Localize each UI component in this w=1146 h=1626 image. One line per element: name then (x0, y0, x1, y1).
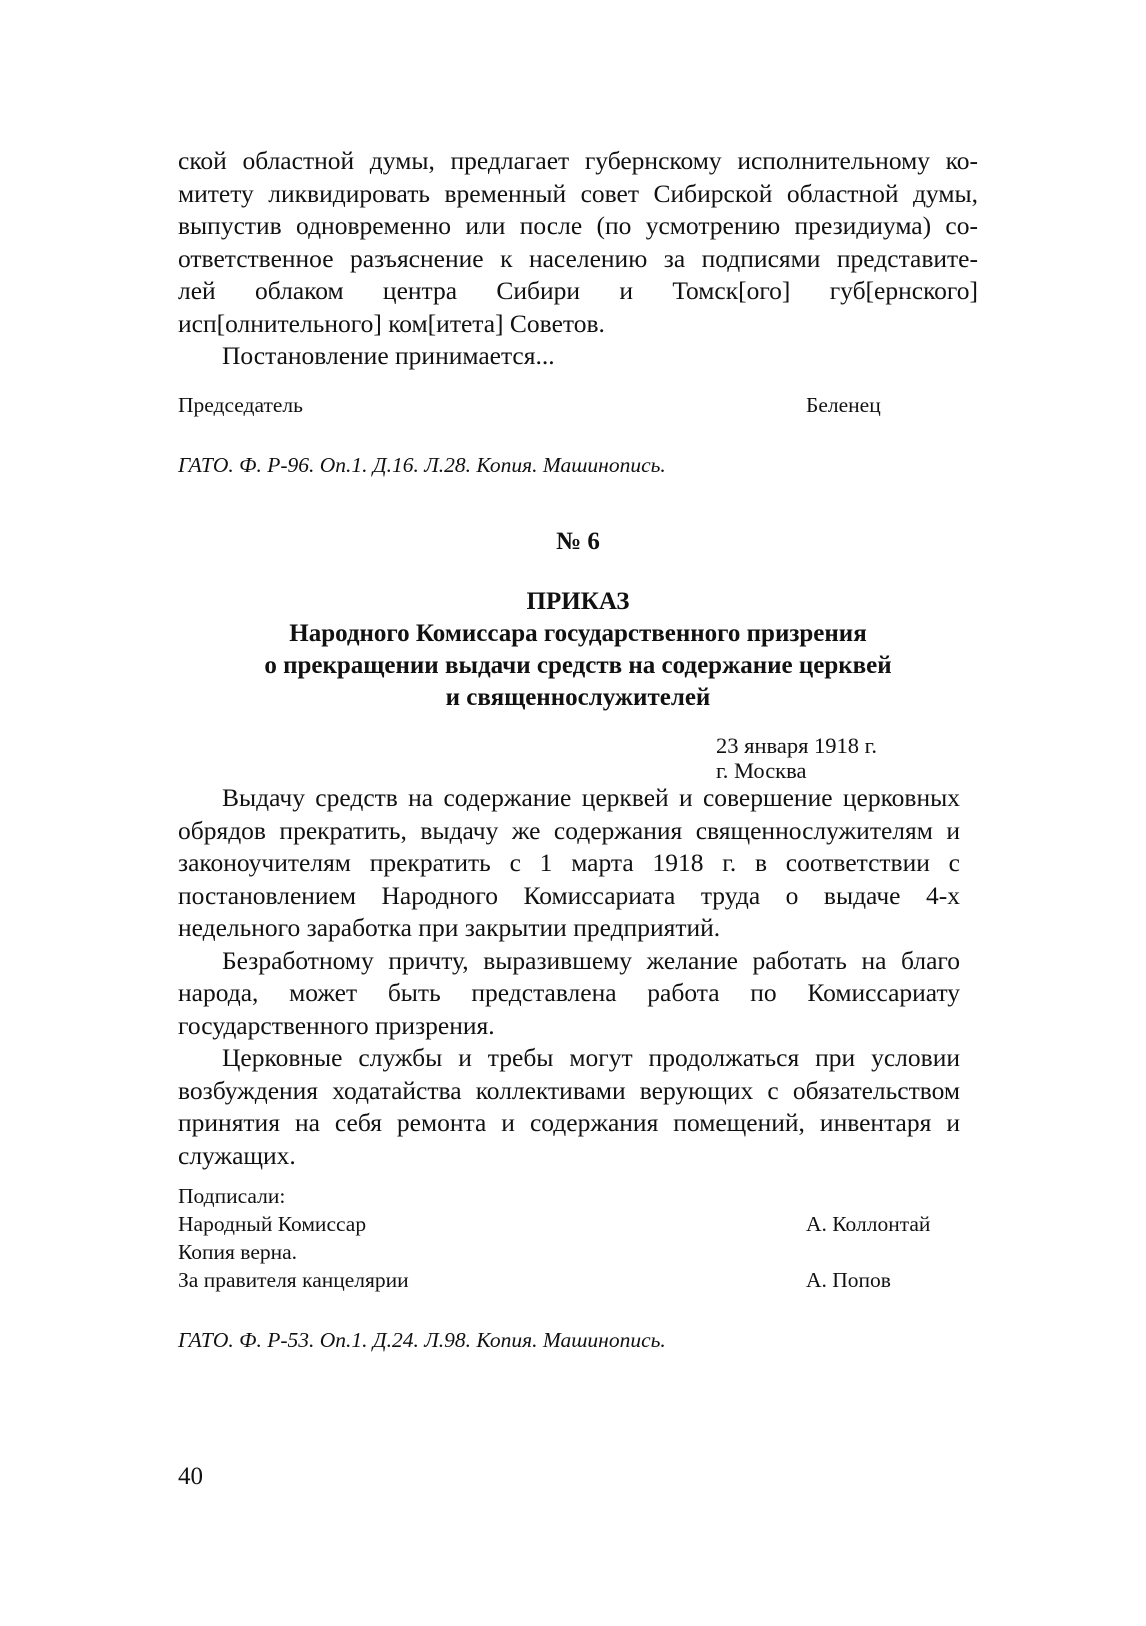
continuation-line: лей облаком центра Сибири и Томск[ого] губ[ернского] (178, 276, 978, 305)
document-title-line: Народного Комиссара государственного призрения (289, 620, 867, 647)
commissar-title: Народный Комиссар (178, 1212, 367, 1236)
signed-label: Подписали: (178, 1184, 286, 1208)
continuation-line: выпустив одновременно или после (по усмотрению президиума) со- (178, 211, 978, 240)
order-paragraph: Безработному причту, выразившему желание работать на благо народа, может быть представлена работа по Комиссариату государственного призрения. (178, 945, 960, 1040)
page-number: 40 (178, 1463, 203, 1490)
order-paragraph: Церковные службы и требы могут продолжаться при условии возбуждения ходатайства коллективами верующих с обязательством принятия на себя ремонта и содержания помещений, инвентаря и служащих. (178, 1043, 960, 1170)
continuation-line: ответственное разъяснение к населению за подписями представите- (178, 243, 978, 273)
document-title-line: и священнослужителей (445, 684, 711, 711)
document-number: № 6 (556, 528, 600, 555)
document-type: ПРИКАЗ (526, 588, 630, 615)
document-title-line: о прекращении выдачи средств на содержание церквей (264, 652, 892, 679)
archive-source: ГАТО. Ф. Р-53. Оп.1. Д.24. Л.98. Копия. Машинопись. (178, 1328, 666, 1352)
archive-source: ГАТО. Ф. Р-96. Оп.1. Д.16. Л.28. Копия. Машинопись. (178, 453, 666, 477)
date-place-block (716, 733, 877, 783)
continuation-line: исп[олнительного] ком[итета] Советов. (178, 308, 605, 338)
continuation-line: ской областной думы, предлагает губернскому исполнительному ко- (178, 146, 978, 175)
document-heading (178, 586, 978, 714)
continuation-line: митету ликвидировать временный совет Сибирской областной думы, (178, 178, 978, 208)
office-title: За правителя канцелярии (178, 1268, 409, 1292)
order-paragraph: Выдачу средств на содержание церквей и совершение церковных обрядов прекратить, выдачу же содержания священнослужителям и законоучителям прекратить с 1 марта 1918 г. в соответствии с постановлением Народного Комиссариата труда о выдаче 4-х недельного заработка при закрытии предприятий. (178, 783, 960, 942)
office-name: А. Попов (806, 1268, 891, 1292)
document-place: г. Москва (716, 758, 807, 783)
copy-verified: Копия верна. (178, 1240, 298, 1264)
chairman-title: Председатель (178, 393, 303, 417)
document-date: 23 января 1918 г. (716, 733, 877, 758)
resolution-line: Постановление принимается... (222, 341, 555, 370)
chairman-name: Беленец (806, 393, 881, 417)
order-body (178, 782, 960, 1172)
commissar-name: А. Коллонтай (806, 1212, 931, 1236)
continuation-text (178, 145, 978, 373)
